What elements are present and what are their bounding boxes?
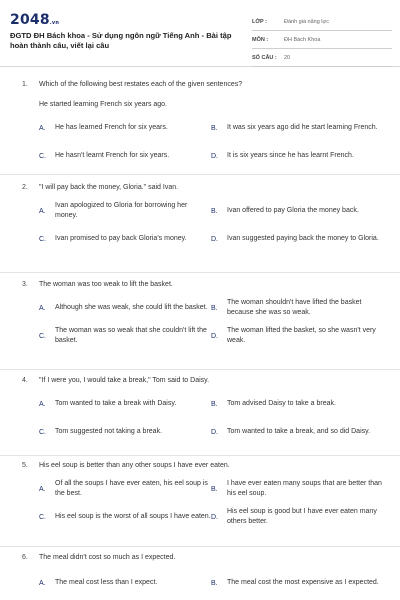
option-letter: B. <box>211 124 218 132</box>
option-a[interactable] <box>39 298 211 318</box>
option-text: Ivan apologized to Gloria for borrowing her money. <box>55 202 188 219</box>
page-title: ĐGTD ĐH Bách khoa - Sử dụng ngôn ngữ Tiếng Anh - Bài tập hoàn thành câu, viết lại câu <box>10 31 232 50</box>
question-divider <box>0 272 400 273</box>
question-3 <box>22 280 382 346</box>
option-d[interactable] <box>211 507 383 527</box>
answer-options <box>39 573 382 593</box>
question-prompt: His eel soup is better than any other soups I have ever eaten. <box>39 462 230 469</box>
option-letter: D. <box>211 428 218 436</box>
option-c[interactable] <box>39 507 211 527</box>
option-letter: B. <box>211 207 218 215</box>
option-text: Ivan promised to pay back Gloria's money. <box>55 235 187 242</box>
question-prompt: The woman was too weak to lift the basket. <box>39 281 173 288</box>
meta-label: SỐ CÂU : <box>252 54 277 61</box>
option-text: Tom wanted to take a break with Daisy. <box>55 400 177 407</box>
option-d[interactable] <box>211 229 383 249</box>
option-text: The meal cost the most expensive as I expected. <box>227 579 379 586</box>
option-b[interactable] <box>211 201 383 221</box>
option-text: The meal cost less than I expect. <box>55 579 158 586</box>
question-prompt: Which of the following best restates each of the given sentences? <box>39 81 243 88</box>
option-b[interactable] <box>211 298 383 318</box>
question-4 <box>22 376 382 442</box>
option-text: It was six years ago did he start learning French. <box>227 124 378 131</box>
option-letter: A. <box>39 124 46 132</box>
option-text: Tom suggested not taking a break. <box>55 428 163 435</box>
option-b[interactable] <box>211 479 383 499</box>
option-letter: C. <box>39 513 46 521</box>
question-1 <box>22 80 382 166</box>
answer-options <box>39 118 382 166</box>
question-number: 3. <box>22 281 28 288</box>
option-a[interactable] <box>39 479 211 499</box>
option-b[interactable] <box>211 118 383 138</box>
option-text: Of all the soups I have ever eaten, his eel soup is the best. <box>55 480 208 497</box>
answer-options <box>39 298 382 346</box>
option-letter: C. <box>39 428 46 436</box>
option-letter: A. <box>39 400 46 408</box>
exam-meta <box>252 13 392 67</box>
option-c[interactable] <box>39 229 211 249</box>
question-2 <box>22 183 382 249</box>
meta-row-count <box>252 49 392 67</box>
option-letter: D. <box>211 235 218 243</box>
option-a[interactable] <box>39 573 211 593</box>
meta-row-class <box>252 13 392 31</box>
option-letter: A. <box>39 485 46 493</box>
option-text: He hasn't learnt French for six years. <box>55 152 170 159</box>
option-letter: C. <box>39 152 46 160</box>
option-text: His eel soup is good but I have ever eaten many others better. <box>227 508 377 525</box>
meta-value: ĐH Bách Khoa <box>284 36 321 43</box>
option-c[interactable] <box>39 146 211 166</box>
question-number: 6. <box>22 554 28 561</box>
option-text: Ivan offered to pay Gloria the money back. <box>227 207 359 214</box>
option-text: Tom advised Daisy to take a break. <box>227 400 336 407</box>
option-letter: D. <box>211 152 218 160</box>
logo-suffix: .vn <box>49 20 60 26</box>
option-d[interactable] <box>211 422 383 442</box>
option-text: Although she was weak, she could lift the basket. <box>55 304 208 311</box>
question-number: 1. <box>22 81 28 88</box>
option-letter: B. <box>211 400 218 408</box>
option-c[interactable] <box>39 422 211 442</box>
option-letter: B. <box>211 304 218 312</box>
option-text: Tom wanted to take a break, and so did Daisy. <box>227 428 371 435</box>
page-header <box>0 0 400 67</box>
option-text: It is six years since he has learnt French. <box>227 152 354 159</box>
option-text: The woman was so weak that she couldn't lift the basket. <box>55 327 207 344</box>
option-a[interactable] <box>39 201 211 221</box>
option-text: He has learned French for six years. <box>55 124 168 131</box>
option-text: I have ever eaten many soups that are better than his eel soup. <box>227 480 382 497</box>
option-b[interactable] <box>211 573 383 593</box>
option-c[interactable] <box>39 326 211 346</box>
question-number: 2. <box>22 184 28 191</box>
site-logo[interactable] <box>10 12 59 28</box>
question-prompt: "I will pay back the money, Gloria." said Ivan. <box>39 184 179 191</box>
option-text: The woman shouldn't have lifted the basket because she was so weak. <box>227 299 362 316</box>
option-a[interactable] <box>39 118 211 138</box>
question-prompt: The meal didn't cost so much as I expected. <box>39 554 176 561</box>
meta-row-subject <box>252 31 392 49</box>
question-prompt: "If I were you, I would take a break," Tom said to Daisy. <box>39 377 210 384</box>
option-letter: B. <box>211 485 218 493</box>
option-d[interactable] <box>211 326 383 346</box>
option-letter: A. <box>39 207 46 215</box>
answer-options <box>39 394 382 442</box>
answer-options <box>39 201 382 249</box>
option-text: His eel soup is the worst of all soups I have eaten. <box>55 513 211 520</box>
meta-label: LỚP : <box>252 18 267 25</box>
question-number: 4. <box>22 377 28 384</box>
option-letter: C. <box>39 235 46 243</box>
option-letter: A. <box>39 579 46 587</box>
option-letter: C. <box>39 332 46 340</box>
question-6 <box>22 553 382 593</box>
option-text: Ivan suggested paying back the money to Gloria. <box>227 235 379 242</box>
option-text: The woman lifted the basket, so she wasn't very weak. <box>227 327 376 344</box>
meta-value: Đánh giá năng lực <box>284 18 329 25</box>
question-5 <box>22 461 382 527</box>
option-b[interactable] <box>211 394 383 414</box>
meta-label: MÔN : <box>252 36 269 43</box>
meta-value: 20 <box>284 54 291 61</box>
question-divider <box>0 546 400 547</box>
question-stem: He started learning French six years ago. <box>39 101 168 108</box>
option-letter: D. <box>211 332 218 340</box>
option-letter: D. <box>211 513 218 521</box>
option-letter: A. <box>39 304 46 312</box>
option-d[interactable] <box>211 146 383 166</box>
question-number: 5. <box>22 462 28 469</box>
option-a[interactable] <box>39 394 211 414</box>
answer-options <box>39 479 382 527</box>
question-divider <box>0 455 400 456</box>
option-letter: B. <box>211 579 218 587</box>
question-divider <box>0 369 400 370</box>
question-divider <box>0 174 400 175</box>
logo-main: 2048 <box>10 12 50 28</box>
